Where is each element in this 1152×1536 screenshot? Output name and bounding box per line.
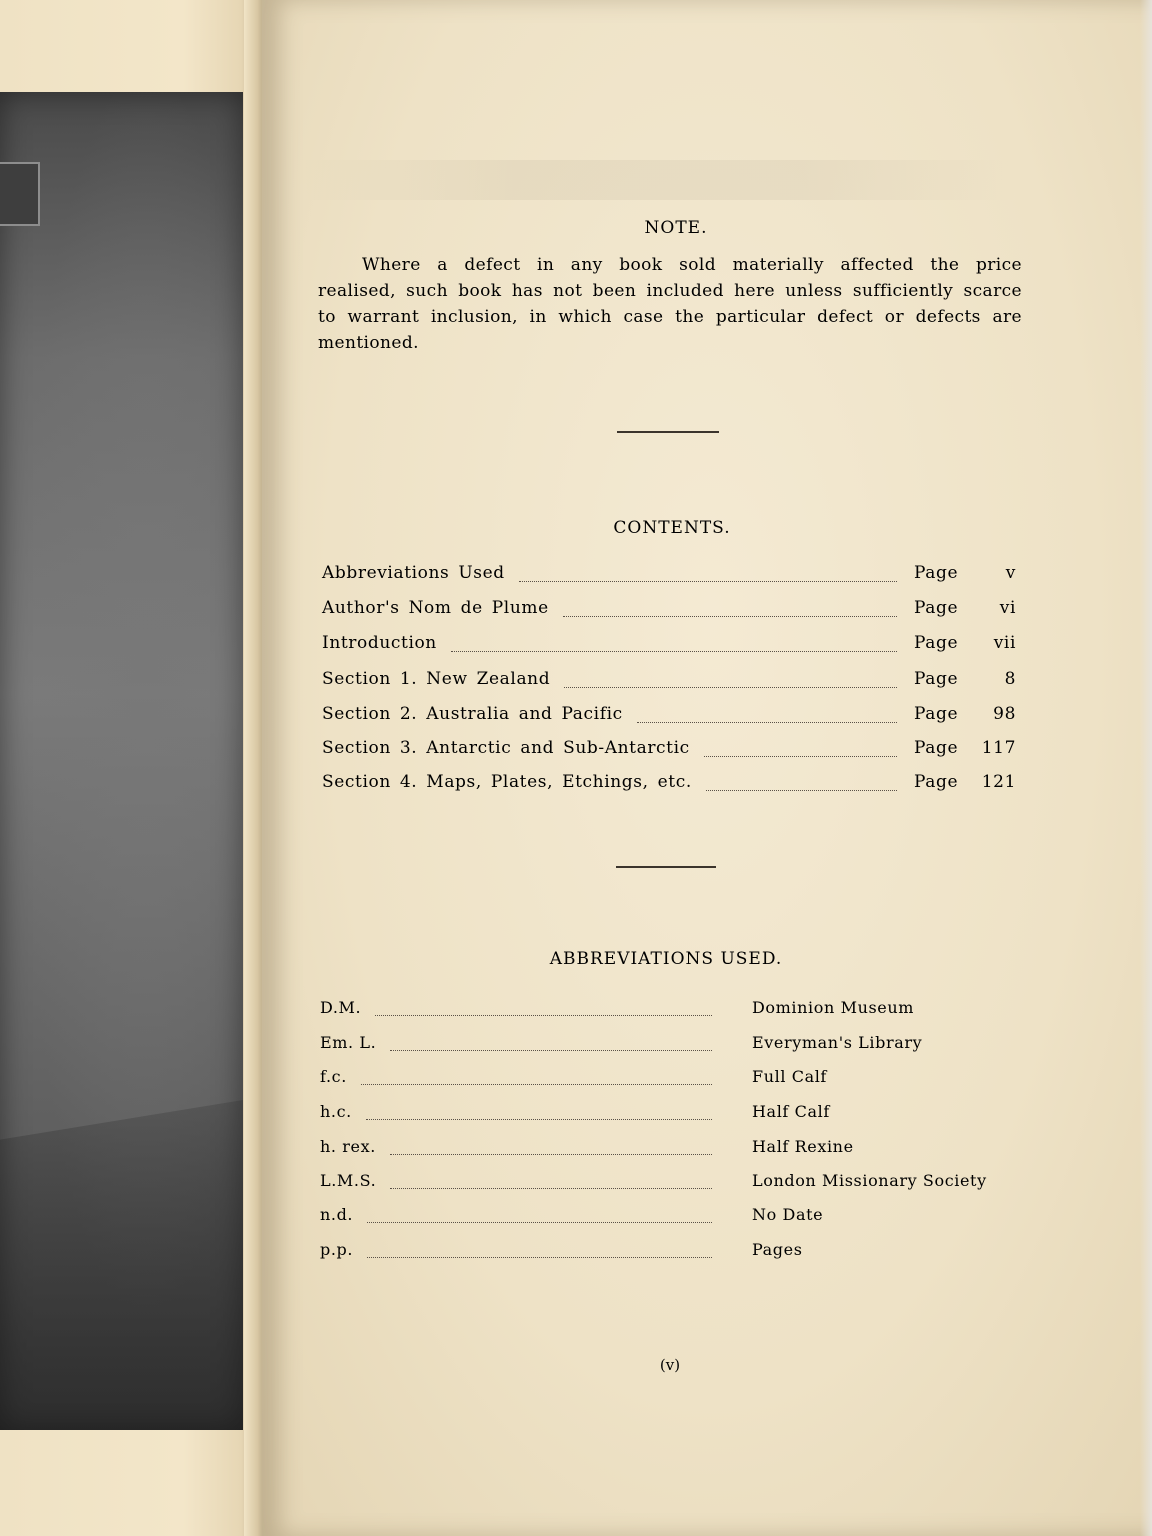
contents-entry-page-number: vii: [993, 633, 1016, 653]
abbreviation-entry: [320, 1033, 960, 1063]
abbreviation-entry: [320, 998, 960, 1028]
dot-leader: [375, 1011, 712, 1016]
photo-frame-detail: [0, 162, 40, 226]
dot-leader: [637, 718, 897, 723]
abbreviation-term: n.d.: [320, 1205, 354, 1224]
abbreviation-term: L.M.S.: [320, 1171, 377, 1190]
contents-entry-page-number: v: [1005, 563, 1016, 583]
contents-entry: [322, 633, 1016, 663]
abbreviation-meaning: Full Calf: [752, 1067, 827, 1086]
contents-entry-page-label: Page: [914, 738, 959, 758]
contents-entry-title: Section 4. Maps, Plates, Etchings, etc.: [322, 772, 692, 792]
contents-entry-title: Section 2. Australia and Pacific: [322, 704, 623, 724]
contents-entry-page-label: Page: [914, 669, 959, 689]
dot-leader: [706, 786, 897, 791]
dot-leader: [451, 647, 897, 652]
abbreviation-meaning: Half Calf: [752, 1102, 830, 1121]
contents-entry-page-number: 121: [981, 772, 1016, 792]
contents-entry-page-label: Page: [914, 633, 959, 653]
dot-leader: [519, 577, 897, 582]
abbreviation-meaning: Half Rexine: [752, 1137, 854, 1156]
abbreviation-term: D.M.: [320, 998, 362, 1017]
abbreviation-meaning: Pages: [752, 1240, 803, 1259]
abbreviation-meaning: No Date: [752, 1205, 824, 1224]
dot-leader: [367, 1253, 712, 1258]
contents-heading: CONTENTS.: [613, 518, 731, 538]
abbreviation-term: p.p.: [320, 1240, 354, 1259]
contents-entry: [322, 704, 1016, 734]
contents-entry-title: Section 3. Antarctic and Sub-Antarctic: [322, 738, 690, 758]
contents-entry-page-label: Page: [914, 563, 959, 583]
photo-floor-shadow: [0, 1100, 243, 1430]
abbreviation-entry: [320, 1205, 960, 1235]
dot-leader: [390, 1046, 712, 1051]
abbreviation-entry: [320, 1171, 987, 1201]
contents-entry-page-number: 8: [1004, 669, 1016, 689]
contents-entry-page-number: 98: [993, 704, 1016, 724]
abbreviation-entry: [320, 1137, 960, 1167]
dot-leader: [563, 612, 897, 617]
abbreviation-term: Em. L.: [320, 1033, 377, 1052]
show-through-text: [300, 160, 1020, 200]
contents-entry-title: Author's Nom de Plume: [322, 598, 549, 618]
abbreviation-meaning: Everyman's Library: [752, 1033, 923, 1052]
left-facing-page: [0, 0, 262, 1536]
contents-entry: [322, 563, 1016, 593]
contents-entry-page-label: Page: [914, 598, 959, 618]
dot-leader: [390, 1184, 712, 1189]
dot-leader: [366, 1115, 712, 1120]
contents-entry: [322, 738, 1016, 768]
abbreviation-term: h. rex.: [320, 1137, 376, 1156]
note-text: Where a defect in any book sold materially affected the price realised, such book has not been included here unless sufficiently scarce to warrant inclusion, in which case the particular defect or defects are mentioned.: [318, 255, 1022, 353]
section-divider: [617, 431, 719, 433]
contents-entry: [322, 669, 1016, 699]
dot-leader: [367, 1218, 712, 1223]
abbreviation-entry: [320, 1102, 960, 1132]
contents-entry-title: Section 1. New Zealand: [322, 669, 551, 689]
page-edge: [1140, 0, 1152, 1536]
section-divider: [616, 866, 716, 868]
abbreviation-meaning: Dominion Museum: [752, 998, 915, 1017]
contents-entry: [322, 772, 1016, 802]
abbreviation-term: h.c.: [320, 1102, 352, 1121]
page-folio: (v): [659, 1356, 681, 1374]
abbreviation-entry: [320, 1067, 960, 1097]
photograph-plate: [0, 92, 243, 1430]
dot-leader: [704, 752, 897, 757]
abbreviation-meaning: London Missionary Society: [752, 1171, 987, 1190]
note-heading: NOTE.: [644, 218, 708, 238]
contents-entry-title: Introduction: [322, 633, 437, 653]
contents-entry-page-number: vi: [999, 598, 1016, 618]
note-paragraph: [318, 252, 1022, 356]
contents-entry-page-number: 117: [981, 738, 1016, 758]
abbreviations-heading: ABBREVIATIONS USED.: [549, 949, 783, 969]
contents-entry-title: Abbreviations Used: [322, 563, 505, 583]
dot-leader: [361, 1080, 712, 1085]
abbreviation-entry: [320, 1240, 960, 1270]
contents-entry-page-label: Page: [914, 704, 959, 724]
abbreviation-term: f.c.: [320, 1067, 347, 1086]
contents-entry: [322, 598, 1016, 628]
contents-entry-page-label: Page: [914, 772, 959, 792]
dot-leader: [390, 1150, 712, 1155]
dot-leader: [564, 683, 897, 688]
